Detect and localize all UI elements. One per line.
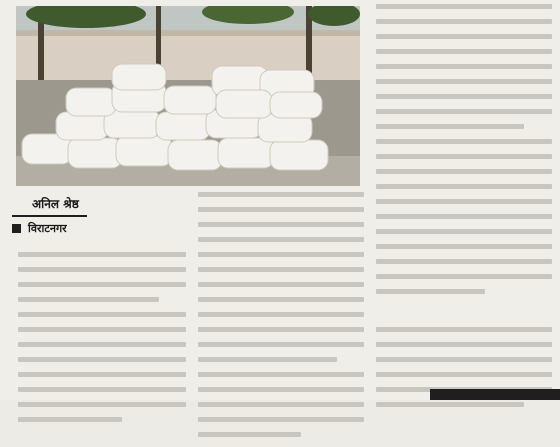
text-line bbox=[376, 154, 552, 159]
text-line bbox=[376, 229, 552, 234]
text-line bbox=[198, 267, 364, 272]
text-line bbox=[376, 79, 552, 84]
text-line bbox=[198, 417, 364, 422]
text-line bbox=[198, 222, 364, 227]
text-line bbox=[18, 282, 186, 287]
text-line bbox=[18, 357, 186, 362]
news-photo bbox=[16, 6, 360, 186]
text-line bbox=[376, 357, 552, 362]
byline-rule bbox=[12, 215, 87, 217]
text-line bbox=[376, 402, 524, 407]
text-line bbox=[18, 267, 186, 272]
article-column-right bbox=[376, 4, 552, 417]
article-column-left bbox=[18, 252, 186, 432]
text-line bbox=[198, 432, 301, 437]
text-line bbox=[376, 342, 552, 347]
text-line bbox=[18, 327, 186, 332]
byline bbox=[12, 196, 187, 236]
text-line bbox=[376, 274, 552, 279]
text-line bbox=[376, 199, 552, 204]
text-line bbox=[198, 357, 337, 362]
text-line bbox=[198, 237, 364, 242]
text-line bbox=[198, 372, 364, 377]
text-line bbox=[376, 49, 552, 54]
text-line bbox=[18, 342, 186, 347]
text-line bbox=[376, 169, 552, 174]
text-line bbox=[18, 372, 186, 377]
text-line bbox=[376, 327, 552, 332]
text-line bbox=[18, 387, 186, 392]
text-line bbox=[198, 282, 364, 287]
text-line bbox=[376, 139, 552, 144]
text-line bbox=[376, 372, 552, 377]
text-line bbox=[18, 312, 186, 317]
text-line bbox=[376, 34, 552, 39]
text-line bbox=[376, 94, 552, 99]
dateline-place: विराटनगर bbox=[28, 222, 67, 235]
text-line bbox=[18, 252, 186, 257]
text-line bbox=[198, 342, 364, 347]
sacks-photo bbox=[16, 6, 360, 186]
dateline-marker-icon bbox=[12, 224, 21, 233]
text-line bbox=[198, 327, 364, 332]
article-column-middle bbox=[198, 192, 364, 447]
text-line bbox=[198, 312, 364, 317]
text-line bbox=[198, 402, 364, 407]
dateline bbox=[12, 221, 187, 236]
text-line bbox=[376, 244, 552, 249]
continued-teaser-bar bbox=[430, 389, 560, 400]
text-line bbox=[198, 297, 364, 302]
text-line bbox=[376, 124, 524, 129]
text-line bbox=[18, 297, 159, 302]
text-line bbox=[376, 289, 485, 294]
text-line bbox=[376, 64, 552, 69]
text-line bbox=[198, 387, 364, 392]
text-line bbox=[376, 184, 552, 189]
section-subheading bbox=[376, 304, 552, 318]
text-line bbox=[18, 417, 122, 422]
text-line bbox=[198, 207, 364, 212]
text-line bbox=[376, 19, 552, 24]
text-line bbox=[376, 109, 552, 114]
text-line bbox=[376, 259, 552, 264]
text-line bbox=[198, 252, 364, 257]
author-name: अनिल श्रेष्ठ bbox=[32, 197, 79, 211]
text-line bbox=[376, 4, 552, 9]
text-line bbox=[18, 402, 186, 407]
text-line bbox=[376, 214, 552, 219]
text-line bbox=[198, 192, 364, 197]
